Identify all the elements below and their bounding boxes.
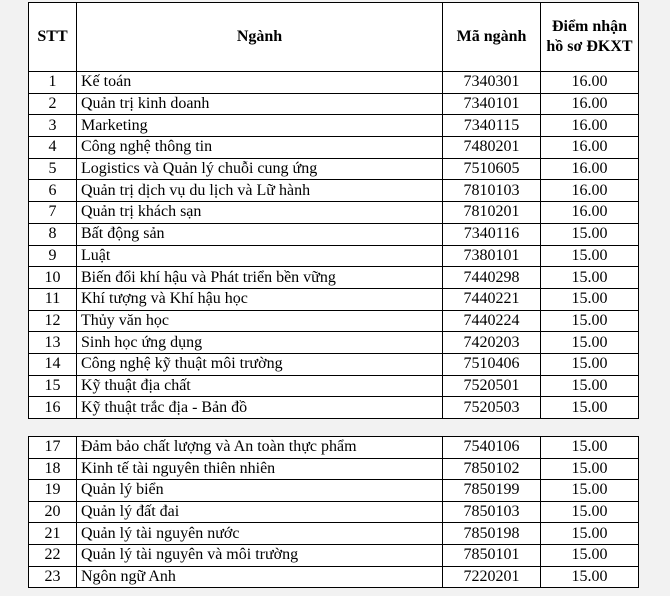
row-major-name: Marketing: [77, 115, 443, 137]
row-major-name: Quản trị dịch vụ du lịch và Lữ hành: [77, 180, 443, 202]
row-stt: 17: [29, 437, 77, 459]
row-major-code: 7340115: [443, 115, 541, 137]
row-score: 15.00: [541, 458, 639, 480]
row-score: 15.00: [541, 375, 639, 397]
table-row: [29, 523, 639, 545]
row-major-code: 7440298: [443, 267, 541, 289]
table-row: [29, 180, 639, 202]
row-major-code: 7520501: [443, 375, 541, 397]
row-score: 15.00: [541, 480, 639, 502]
row-major-code: 7850101: [443, 544, 541, 566]
row-major-name: Kế toán: [77, 72, 443, 94]
row-stt: 6: [29, 180, 77, 202]
row-major-code: 7340301: [443, 72, 541, 94]
row-major-code: 7850198: [443, 523, 541, 545]
table-row: [29, 480, 639, 502]
row-stt: 14: [29, 353, 77, 375]
row-score: 15.00: [541, 267, 639, 289]
admission-table-bottom: [28, 436, 639, 588]
row-stt: 10: [29, 267, 77, 289]
row-score: 16.00: [541, 180, 639, 202]
row-stt: 13: [29, 332, 77, 354]
row-stt: 2: [29, 93, 77, 115]
row-major-code: 7340101: [443, 93, 541, 115]
table-row: [29, 437, 639, 459]
table-row: [29, 501, 639, 523]
row-major-name: Quản trị kinh doanh: [77, 93, 443, 115]
table-row: [29, 72, 639, 94]
row-major-name: Kỹ thuật trắc địa - Bản đồ: [77, 397, 443, 419]
row-score: 16.00: [541, 137, 639, 159]
row-major-code: 7380101: [443, 245, 541, 267]
table-row: [29, 458, 639, 480]
row-major-name: Bất động sản: [77, 223, 443, 245]
row-major-name: Luật: [77, 245, 443, 267]
row-major-code: 7480201: [443, 137, 541, 159]
row-major-code: 7440224: [443, 310, 541, 332]
row-stt: 23: [29, 566, 77, 588]
row-score: 15.00: [541, 332, 639, 354]
row-stt: 22: [29, 544, 77, 566]
row-stt: 8: [29, 223, 77, 245]
row-major-code: 7850103: [443, 501, 541, 523]
row-score: 15.00: [541, 397, 639, 419]
table-row: [29, 93, 639, 115]
row-stt: 7: [29, 202, 77, 224]
row-major-name: Thủy văn học: [77, 310, 443, 332]
row-stt: 3: [29, 115, 77, 137]
row-stt: 1: [29, 72, 77, 94]
table-row: [29, 566, 639, 588]
row-major-name: Logistics và Quản lý chuỗi cung ứng: [77, 158, 443, 180]
table-row: [29, 310, 639, 332]
row-major-code: 7420203: [443, 332, 541, 354]
table-row: [29, 288, 639, 310]
row-stt: 11: [29, 288, 77, 310]
row-major-name: Công nghệ thông tin: [77, 137, 443, 159]
table-row: [29, 267, 639, 289]
header-ma-nganh: Mã ngành: [443, 3, 541, 72]
row-score: 15.00: [541, 437, 639, 459]
table-row: [29, 202, 639, 224]
row-major-code: 7220201: [443, 566, 541, 588]
row-score: 15.00: [541, 310, 639, 332]
row-major-code: 7850102: [443, 458, 541, 480]
row-major-name: Quản lý tài nguyên nước: [77, 523, 443, 545]
row-major-code: 7520503: [443, 397, 541, 419]
row-major-code: 7810103: [443, 180, 541, 202]
row-stt: 9: [29, 245, 77, 267]
row-score: 15.00: [541, 523, 639, 545]
row-major-code: 7510406: [443, 353, 541, 375]
row-major-name: Quản lý tài nguyên và môi trường: [77, 544, 443, 566]
table-row: [29, 137, 639, 159]
header-stt: STT: [29, 3, 77, 72]
row-score: 15.00: [541, 353, 639, 375]
row-score: 15.00: [541, 501, 639, 523]
row-major-code: 7340116: [443, 223, 541, 245]
row-score: 15.00: [541, 566, 639, 588]
row-major-name: Khí tượng và Khí hậu học: [77, 288, 443, 310]
header-diem: [541, 3, 639, 72]
page-break-gap: [0, 420, 670, 434]
row-stt: 16: [29, 397, 77, 419]
row-score: 15.00: [541, 544, 639, 566]
table-row: [29, 353, 639, 375]
row-stt: 15: [29, 375, 77, 397]
table-row: [29, 375, 639, 397]
row-major-name: Ngôn ngữ Anh: [77, 566, 443, 588]
table-row: [29, 245, 639, 267]
row-stt: 19: [29, 480, 77, 502]
table-row: [29, 332, 639, 354]
row-major-name: Sinh học ứng dụng: [77, 332, 443, 354]
row-stt: 12: [29, 310, 77, 332]
row-major-code: 7810201: [443, 202, 541, 224]
row-stt: 21: [29, 523, 77, 545]
row-major-name: Biến đổi khí hậu và Phát triển bền vững: [77, 267, 443, 289]
row-stt: 4: [29, 137, 77, 159]
row-major-name: Quản lý đất đai: [77, 501, 443, 523]
admission-table-top: [28, 2, 639, 419]
row-major-name: Quản lý biển: [77, 480, 443, 502]
table-row: [29, 115, 639, 137]
row-major-code: 7850199: [443, 480, 541, 502]
row-major-code: 7440221: [443, 288, 541, 310]
header-diem-line1: Điểm nhận: [551, 18, 628, 35]
row-score: 16.00: [541, 93, 639, 115]
table-row: [29, 397, 639, 419]
row-score: 16.00: [541, 158, 639, 180]
row-score: 15.00: [541, 223, 639, 245]
table-row: [29, 158, 639, 180]
row-stt: 5: [29, 158, 77, 180]
row-major-code: 7540106: [443, 437, 541, 459]
row-score: 16.00: [541, 115, 639, 137]
row-major-name: Quản trị khách sạn: [77, 202, 443, 224]
row-major-name: Kinh tế tài nguyên thiên nhiên: [77, 458, 443, 480]
table-header-row: [29, 3, 639, 72]
row-score: 15.00: [541, 245, 639, 267]
row-score: 15.00: [541, 288, 639, 310]
row-major-name: Đảm bảo chất lượng và An toàn thực phẩm: [77, 437, 443, 459]
row-stt: 20: [29, 501, 77, 523]
row-major-name: Công nghệ kỹ thuật môi trường: [77, 353, 443, 375]
header-diem-line2: hồ sơ ĐKXT: [546, 38, 633, 55]
header-nganh: Ngành: [77, 3, 443, 72]
row-major-code: 7510605: [443, 158, 541, 180]
row-score: 16.00: [541, 72, 639, 94]
row-stt: 18: [29, 458, 77, 480]
table-row: [29, 223, 639, 245]
table-row: [29, 544, 639, 566]
row-score: 16.00: [541, 202, 639, 224]
row-major-name: Kỹ thuật địa chất: [77, 375, 443, 397]
